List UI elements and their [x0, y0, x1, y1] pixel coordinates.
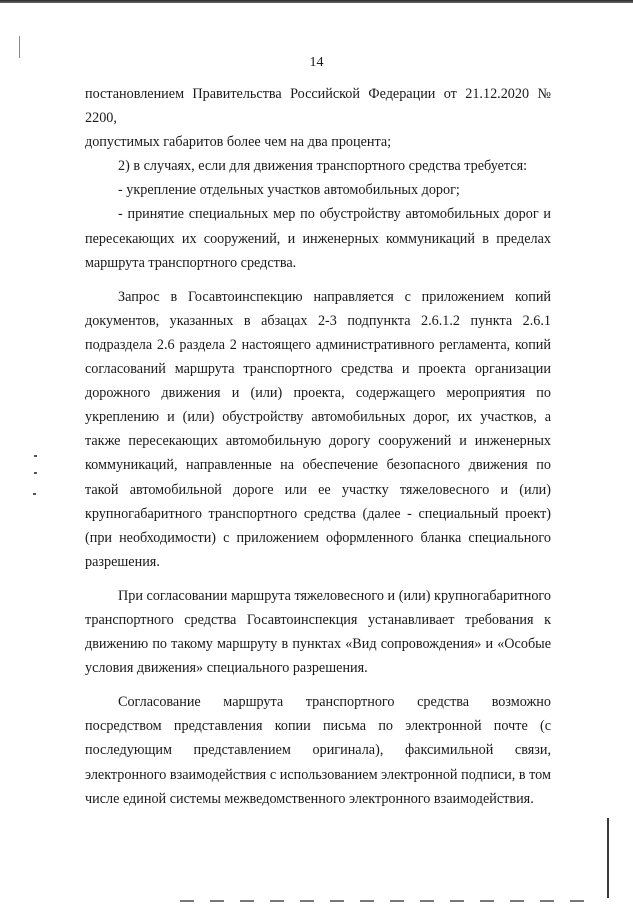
paragraph-4: - принятие специальных мер по обустройству автомобильных дорог и пересекающих их сооружений, и инженерных коммуникаций в пределах маршрута транспортного средства.: [85, 206, 551, 271]
scan-dot: [33, 493, 36, 495]
paragraph-1-line-2: допустимых габаритов более чем на два процента;: [85, 134, 392, 151]
page-number: 14: [309, 55, 324, 70]
scan-bottom-edge: [180, 900, 600, 902]
document-body: [85, 82, 551, 811]
scan-dot: [34, 455, 37, 457]
paragraph-3: - укрепление отдельных участков автомобильных дорог;: [118, 182, 460, 199]
paragraph-5: Запрос в Госавтоинспекцию направляется с приложением копий документов, указанных в абзацах 2-3 подпункта 2.6.1.2 пункта 2.6.1 подраздела 2.6 раздела 2 настоящего административного регламента, копий согласований маршрута транспортного средства и проекта организации дорожного движения и (или) проекта, содержащего мероприятия по укреплению и (или) обустройству автомобильных дорог, их участков, а также пересекающих автомобильную дорогу сооружений и инженерных коммуникаций, направленные на обеспечение безопасного движения по такой автомобильной дороге или ее участку тяжеловесного и (или) крупногабаритного транспортного средства (далее - специальный проект) (при необходимости) с приложением оформленного бланка специального разрешения.: [85, 288, 551, 570]
scan-right-bar: [607, 818, 609, 898]
paragraph-1: [85, 82, 551, 154]
paragraph-1-line-1: постановлением Правительства Российской Федерации от 21.12.2020 № 2200,: [85, 86, 551, 127]
paragraph-2: 2) в случаях, если для движения транспортного средства требуется:: [118, 158, 528, 175]
scan-top-edge: [0, 0, 633, 3]
scan-dot: [34, 472, 37, 474]
paragraph-6: При согласовании маршрута тяжеловесного и (или) крупногабаритного транспортного средства Госавтоинспекция устанавливает требования к движению по такому маршруту в пунктах «Вид сопровождения» и «Особые условия движения» специального разрешения.: [85, 587, 551, 677]
paragraph-7: Согласование маршрута транспортного средства возможно посредством представления копии письма по электронной почте (с последующим представлением оригинала), факсимильной связи, электронного взаимодействия с использованием электронной подписи, в том числе единой системы межведомственного электронного взаимодействия.: [85, 694, 551, 807]
